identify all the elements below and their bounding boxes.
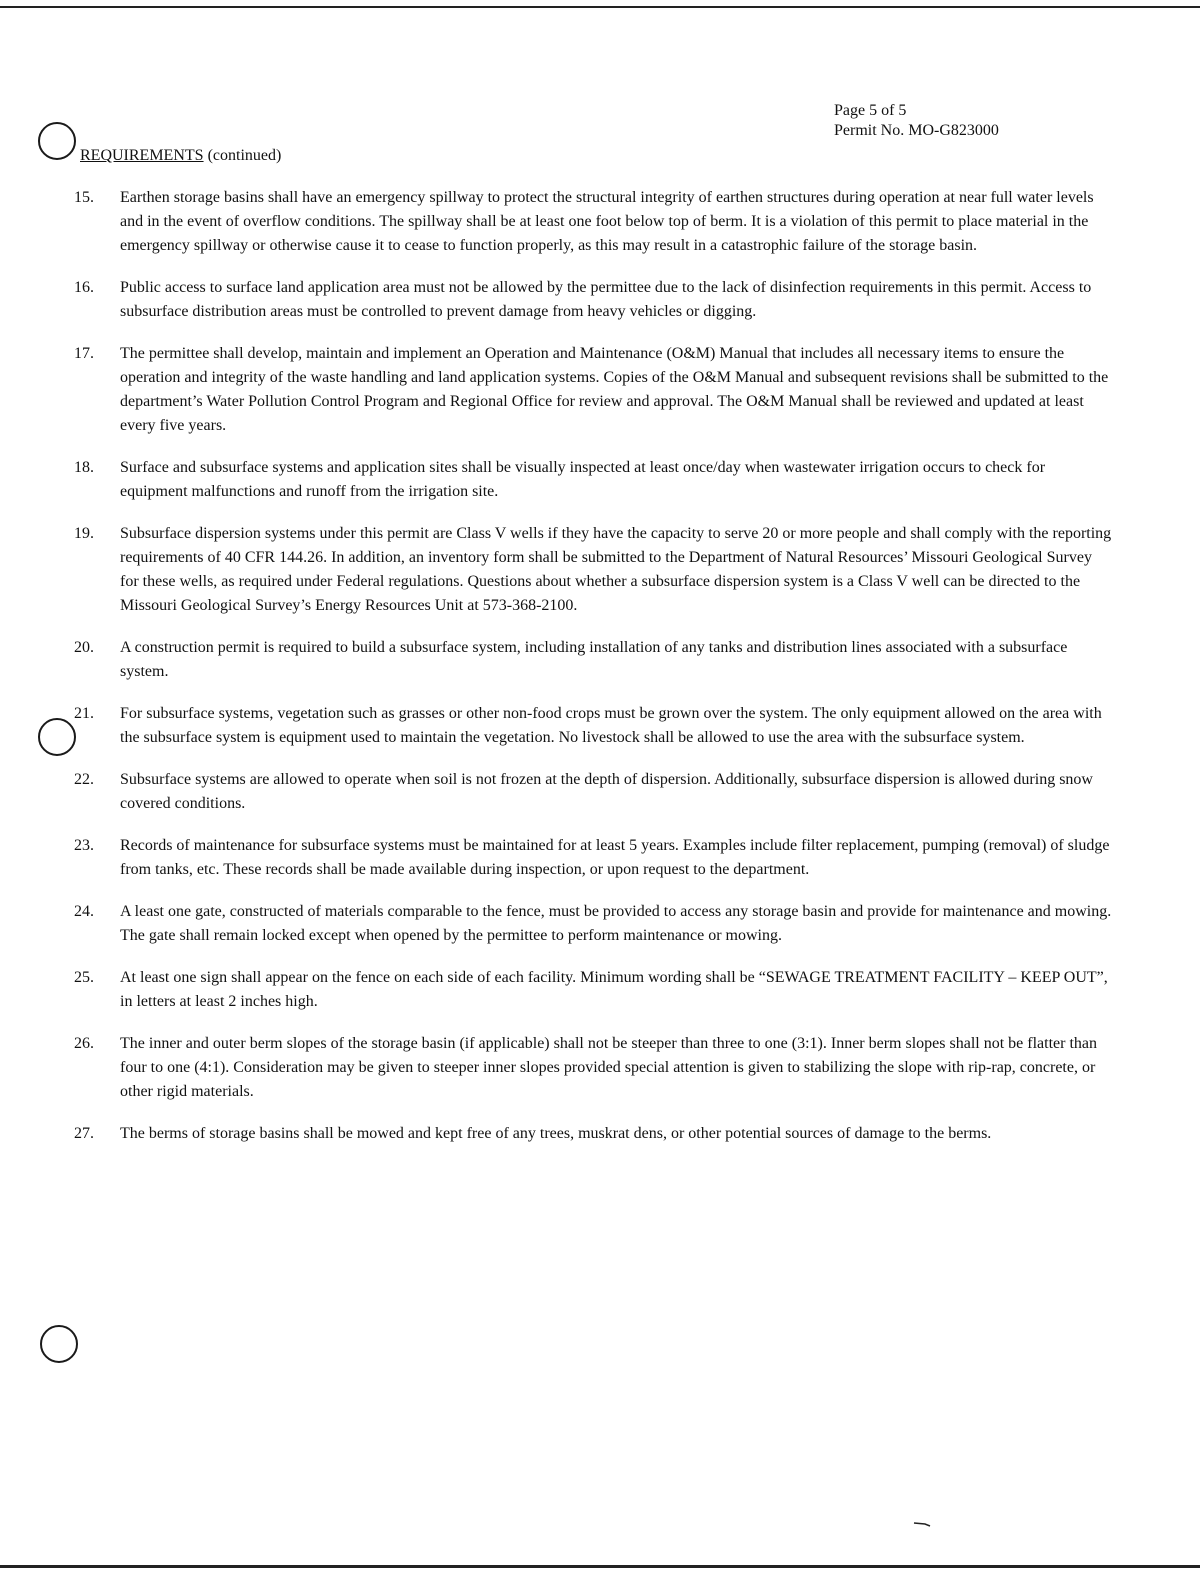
requirement-number: 15.	[74, 189, 94, 206]
requirements-list	[74, 186, 1114, 1164]
scan-mark-icon	[913, 1520, 931, 1526]
section-title-main: REQUIREMENTS	[80, 147, 204, 164]
requirement-number: 23.	[74, 837, 94, 854]
page-number: Page 5 of 5	[834, 102, 907, 119]
requirement-item	[74, 900, 1114, 948]
requirement-item	[74, 834, 1114, 882]
requirement-number: 27.	[74, 1125, 94, 1142]
requirement-text: The berms of storage basins shall be mowed and kept free of any trees, muskrat dens, or other potential sources of damage to the berms.	[120, 1125, 992, 1142]
requirement-number: 18.	[74, 459, 94, 476]
requirement-text: Surface and subsurface systems and application sites shall be visually inspected at least once/day when wastewater irrigation occurs to check for equipment malfunctions and runoff from the irrigation site.	[120, 459, 1046, 500]
permit-number: Permit No. MO-G823000	[834, 122, 999, 139]
punch-hole-top	[38, 122, 76, 160]
requirement-item	[74, 966, 1114, 1014]
requirement-text: For subsurface systems, vegetation such as grasses or other non-food crops must be grown over the system. The only equipment allowed on the area with the subsurface system is equipment used to maintain the vegetation. No livestock shall be allowed to use the area with the subsurface system.	[120, 705, 1102, 746]
section-title	[80, 146, 281, 166]
requirement-text: A construction permit is required to build a subsurface system, including installation of any tanks and distribution lines associated with a subsurface system.	[120, 639, 1068, 680]
requirement-text: Earthen storage basins shall have an emergency spillway to protect the structural integrity of earthen structures during operation at near full water levels and in the event of overflow conditions. The spillway shall be at least one foot below top of berm. It is a violation of this permit to place material in the emergency spillway or otherwise cause it to cease to function properly, as this may result in a catastrophic failure of the storage basin.	[120, 189, 1094, 254]
punch-hole-middle	[38, 718, 76, 756]
requirement-text: A least one gate, constructed of materials comparable to the fence, must be provided to access any storage basin and provide for maintenance and mowing. The gate shall remain locked except when opened by the permittee to perform maintenance or mowing.	[120, 903, 1112, 944]
requirement-number: 21.	[74, 705, 94, 722]
requirement-number: 17.	[74, 345, 94, 362]
requirement-item	[74, 276, 1114, 324]
requirement-item	[74, 1032, 1114, 1104]
requirement-text: The permittee shall develop, maintain and implement an Operation and Maintenance (O&M) Manual that includes all necessary items to ensure the operation and integrity of the waste handling and land application systems. Copies of the O&M Manual and subsequent revisions shall be submitted to the department’s Water Pollution Control Program and Regional Office for review and approval. The O&M Manual shall be reviewed and updated at least every five years.	[120, 345, 1109, 434]
requirement-item	[74, 768, 1114, 816]
requirement-text: Subsurface systems are allowed to operate when soil is not frozen at the depth of dispersion. Additionally, subsurface dispersion is allowed during snow covered conditions.	[120, 771, 1093, 812]
page-header	[834, 101, 999, 141]
section-title-suffix: (continued)	[203, 147, 282, 164]
requirement-item	[74, 342, 1114, 438]
requirement-number: 20.	[74, 639, 94, 656]
bottom-scan-border	[0, 1565, 1200, 1568]
requirement-text: Public access to surface land application area must not be allowed by the permittee due to the lack of disinfection requirements in this permit. Access to subsurface distribution areas must be controlled to prevent damage from heavy vehicles or digging.	[120, 279, 1092, 320]
requirement-text: Records of maintenance for subsurface systems must be maintained for at least 5 years. Examples include filter replacement, pumping (removal) of sludge from tanks, etc. These records shall be made available during inspection, or upon request to the department.	[120, 837, 1110, 878]
top-scan-border	[0, 6, 1200, 8]
requirement-number: 22.	[74, 771, 94, 788]
requirement-number: 25.	[74, 969, 94, 986]
requirement-text: The inner and outer berm slopes of the storage basin (if applicable) shall not be steeper than three to one (3:1). Inner berm slopes shall not be flatter than four to one (4:1). Consideration may be given to steeper inner slopes provided special attention is given to stabilizing the slope with rip-rap, concrete, or other rigid materials.	[120, 1035, 1098, 1100]
requirement-number: 19.	[74, 525, 94, 542]
requirement-text: At least one sign shall appear on the fence on each side of each facility. Minimum wording shall be “SEWAGE TREATMENT FACILITY – KEEP OUT”, in letters at least 2 inches high.	[120, 969, 1108, 1010]
requirement-number: 24.	[74, 903, 94, 920]
requirement-item	[74, 456, 1114, 504]
requirement-item	[74, 1122, 1114, 1146]
punch-hole-bottom	[40, 1325, 78, 1363]
requirement-item	[74, 702, 1114, 750]
requirement-number: 16.	[74, 279, 94, 296]
requirement-item	[74, 636, 1114, 684]
requirement-text: Subsurface dispersion systems under this permit are Class V wells if they have the capacity to serve 20 or more people and shall comply with the reporting requirements of 40 CFR 144.26. In addition, an inventory form shall be submitted to the Department of Natural Resources’ Missouri Geological Survey for these wells, as required under Federal regulations. Questions about whether a subsurface dispersion system is a Class V well can be directed to the Missouri Geological Survey’s Energy Resources Unit at 573-368-2100.	[120, 525, 1112, 614]
requirement-item	[74, 186, 1114, 258]
requirement-number: 26.	[74, 1035, 94, 1052]
requirement-item	[74, 522, 1114, 618]
